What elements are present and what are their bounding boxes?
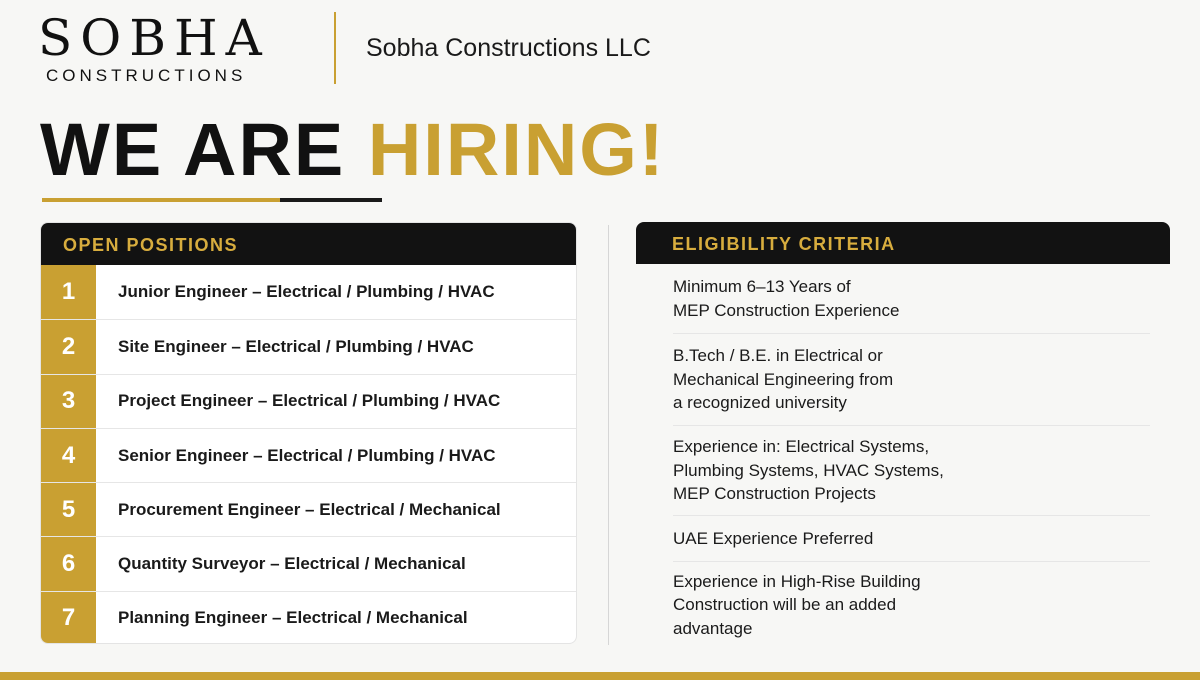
open-positions-panel (40, 222, 577, 644)
criteria-line: advantage (673, 618, 753, 638)
position-row (41, 319, 576, 373)
position-title: Site Engineer – Electrical / Plumbing / HVAC (118, 336, 474, 356)
position-title: Procurement Engineer – Electrical / Mechanical (118, 499, 501, 519)
position-row (41, 536, 576, 590)
position-row (41, 591, 576, 644)
criteria-item (673, 516, 1150, 562)
position-number: 1 (41, 265, 96, 319)
criteria-item (673, 264, 1150, 334)
open-positions-header: OPEN POSITIONS (41, 223, 576, 265)
headline-underline (42, 198, 382, 202)
criteria-line: Construction will be an added (673, 595, 897, 615)
position-number: 6 (41, 537, 96, 590)
bottom-accent-bar (0, 672, 1200, 680)
criteria-line: a recognized university (673, 393, 847, 413)
eligibility-panel (636, 222, 1170, 642)
criteria-item (673, 334, 1150, 426)
position-row (41, 265, 576, 319)
headline (40, 110, 665, 190)
criteria-list (636, 264, 1170, 648)
logo-subtitle: CONSTRUCTIONS (46, 66, 247, 85)
headline-part-hiring: HIRING! (367, 108, 666, 191)
position-title: Junior Engineer – Electrical / Plumbing / HVAC (118, 282, 495, 302)
logo-divider (334, 12, 336, 84)
criteria-line: Experience in High-Rise Building (673, 571, 921, 591)
position-number: 3 (41, 375, 96, 428)
position-number: 5 (41, 483, 96, 536)
position-title: Quantity Surveyor – Electrical / Mechanical (118, 554, 466, 574)
position-title: Planning Engineer – Electrical / Mechanical (118, 608, 468, 628)
positions-list (41, 265, 576, 644)
position-number: 7 (41, 592, 96, 644)
criteria-line: UAE Experience Preferred (673, 528, 874, 548)
criteria-line: MEP Construction Projects (673, 484, 876, 504)
logo-wordmark: SOBHA (38, 9, 270, 67)
criteria-item (673, 562, 1150, 648)
company-name: Sobha Constructions LLC (366, 34, 651, 62)
headline-part-we-are: WE ARE (40, 108, 368, 191)
position-row (41, 428, 576, 482)
position-title: Project Engineer – Electrical / Plumbing / HVAC (118, 391, 501, 411)
position-number: 2 (41, 320, 96, 373)
eligibility-header: ELIGIBILITY CRITERIA (636, 222, 1170, 264)
position-number: 4 (41, 429, 96, 482)
criteria-line: Experience in: Electrical Systems, (673, 437, 930, 457)
criteria-line: Mechanical Engineering from (673, 369, 894, 389)
column-divider (608, 225, 609, 645)
position-title: Senior Engineer – Electrical / Plumbing / HVAC (118, 445, 496, 465)
criteria-line: B.Tech / B.E. in Electrical or (673, 346, 883, 366)
criteria-item (673, 426, 1150, 516)
position-row (41, 374, 576, 428)
position-row (41, 482, 576, 536)
criteria-line: MEP Construction Experience (673, 300, 900, 320)
criteria-line: Plumbing Systems, HVAC Systems, (673, 460, 944, 480)
criteria-line: Minimum 6–13 Years of (673, 277, 851, 296)
